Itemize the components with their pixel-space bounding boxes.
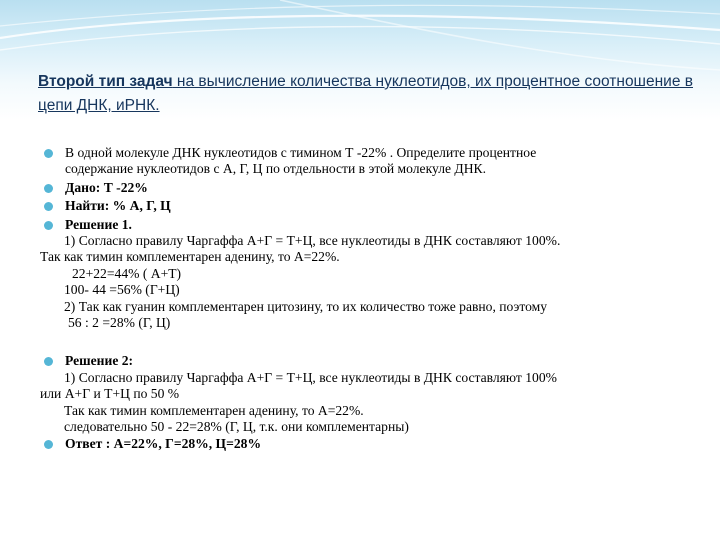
- title-bold: Второй тип задач: [38, 73, 173, 90]
- bullet-dot-icon: [44, 149, 53, 158]
- solution-1-calc-2: 100- 44 =56% (Г+Ц): [64, 282, 180, 298]
- problem-line-1: В одной молекуле ДНК нуклеотидов с тимином Т -22% . Определите процентное: [65, 145, 537, 160]
- solution-1-calc-3: 56 : 2 =28% (Г, Ц): [68, 315, 171, 331]
- bullet-dot-icon: [44, 221, 53, 230]
- solution-1-calc-1: 22+22=44% ( А+Т): [72, 265, 182, 281]
- bullet-dot-icon: [44, 202, 53, 211]
- bullet-answer: [40, 436, 680, 452]
- bullet-problem: [40, 145, 680, 178]
- solution-1-label: Решение 1.: [65, 216, 132, 232]
- bullet-given: [40, 180, 680, 196]
- solution-1-step-2: 2) Так как гуанин комплементарен цитозину, то их количество тоже равно, поэтому: [64, 298, 548, 314]
- bullet-solution-2: [40, 353, 680, 369]
- solution-2-step-3: следовательно 50 - 22=28% (Г, Ц, т.к. они комплементарны): [64, 419, 409, 435]
- bullet-find: [40, 198, 680, 214]
- solution-1-step-1-cont: Так как тимин комплементарен аденину, то А=22%.: [40, 249, 340, 265]
- solution-2-label: Решение 2:: [65, 353, 134, 369]
- solution-2-step-2: Так как тимин комплементарен аденину, то А=22%.: [64, 402, 364, 418]
- solution-1-step-1: 1) Согласно правилу Чаргаффа А+Г = Т+Ц, все нуклеотиды в ДНК составляют 100%.: [64, 233, 561, 249]
- solution-2-step-1: 1) Согласно правилу Чаргаффа А+Г = Т+Ц, все нуклеотиды в ДНК составляют 100%: [64, 369, 557, 385]
- bullet-dot-icon: [44, 357, 53, 366]
- bullet-dot-icon: [44, 440, 53, 449]
- bullet-dot-icon: [44, 184, 53, 193]
- given-text: Дано: Т -22%: [65, 179, 148, 195]
- find-text: Найти: % А, Г, Ц: [65, 198, 171, 214]
- bullet-solution-1: [40, 217, 680, 233]
- problem-line-2: содержание нуклеотидов с А, Г, Ц по отдельности в этой молекуле ДНК.: [65, 161, 486, 177]
- slide-content: [40, 145, 680, 452]
- solution-2-step-1-cont: или А+Г и Т+Ц по 50 %: [40, 386, 180, 402]
- answer-text: Ответ : А=22%, Г=28%, Ц=28%: [65, 435, 262, 451]
- title-rest: на вычисление количества нуклеотидов, их процентное соотношение в цепи ДНК, иРНК.: [38, 73, 693, 114]
- slide-title: [38, 70, 698, 118]
